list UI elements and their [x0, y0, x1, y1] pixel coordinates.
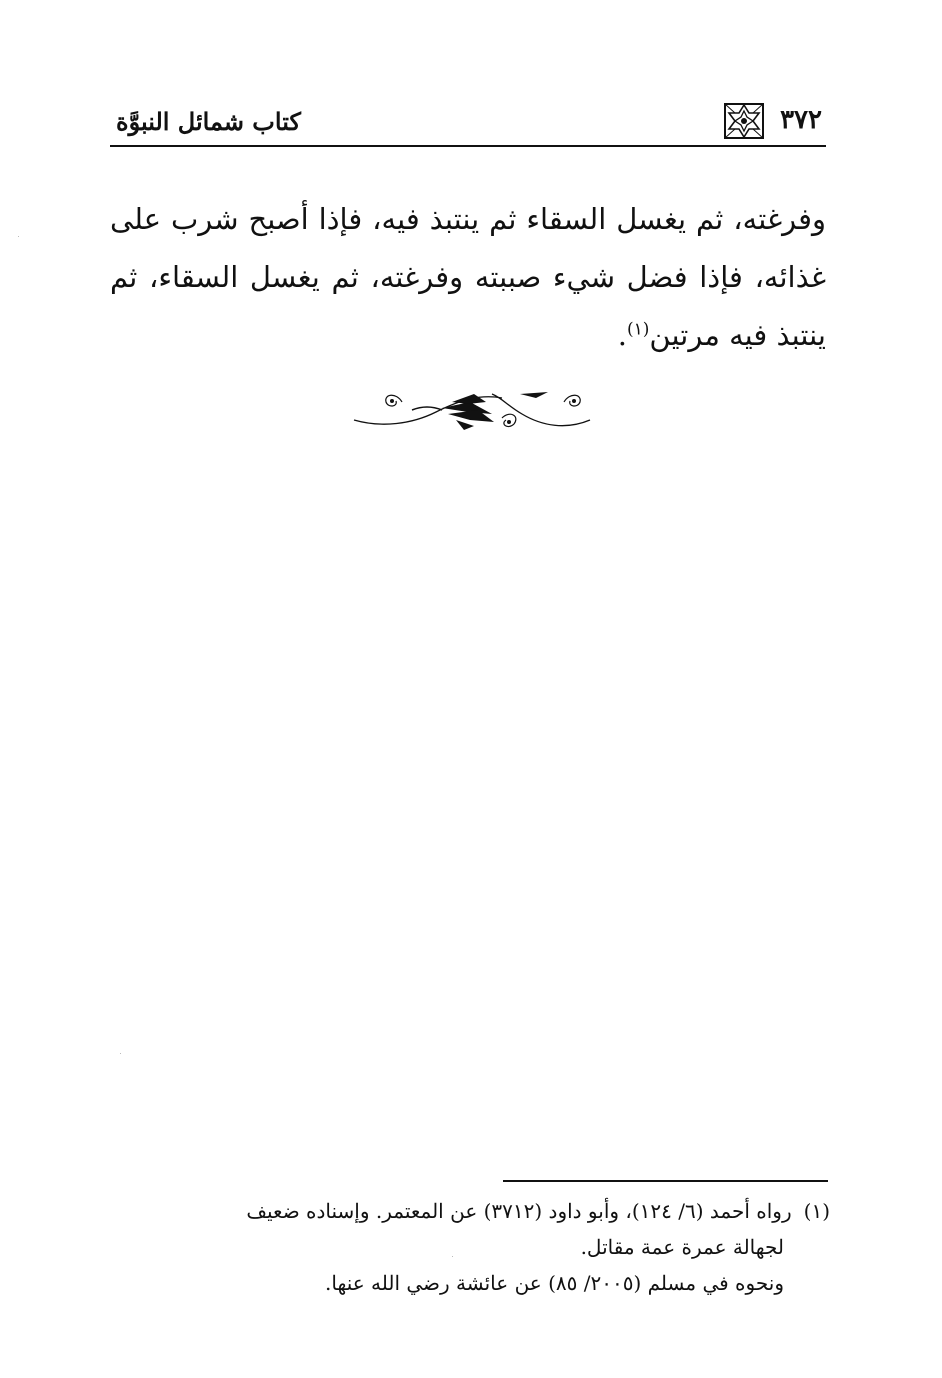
paragraph-end: .	[617, 318, 627, 352]
footnote-1-text: رواه أحمد (٦/ ١٢٤)، وأبو داود (٣٧١٢) عن المعتمر. وإسناده ضعيف	[246, 1199, 792, 1223]
paper-speck	[452, 1256, 453, 1257]
footnote-number: (١)	[803, 1199, 830, 1223]
floral-flourish-divider-icon	[352, 380, 592, 436]
page-number: ٣٧٢	[780, 105, 822, 135]
running-title: كتاب شمائل النبوَّة	[116, 107, 301, 136]
footnote-rule	[503, 1180, 828, 1182]
footnote-1-line-1	[110, 1193, 830, 1229]
footnote-1-line-2: لجهالة عمرة عمة مقاتل.	[580, 1235, 784, 1259]
page-header	[110, 95, 826, 151]
paper-speck	[18, 236, 19, 237]
footnote-reference: (١)	[627, 319, 650, 340]
paragraph-text: وفرغته، ثم يغسل السقاء ثم ينتبذ فيه، فإذا أصبح شرب على غذائه، فإذا فضل شيء صببته وفرغته، ثم يغسل السقاء، ثم ينتبذ فيه مرتين	[110, 202, 826, 352]
footnotes	[110, 1193, 830, 1301]
body-paragraph	[110, 190, 826, 364]
header-rule	[110, 145, 826, 147]
geometric-star-ornament-icon	[722, 101, 766, 141]
footnote-1-line-3: ونحوه في مسلم (٢٠٠٥/ ٨٥) عن عائشة رضي الله عنها.	[325, 1271, 784, 1295]
paper-speck	[120, 1053, 121, 1054]
